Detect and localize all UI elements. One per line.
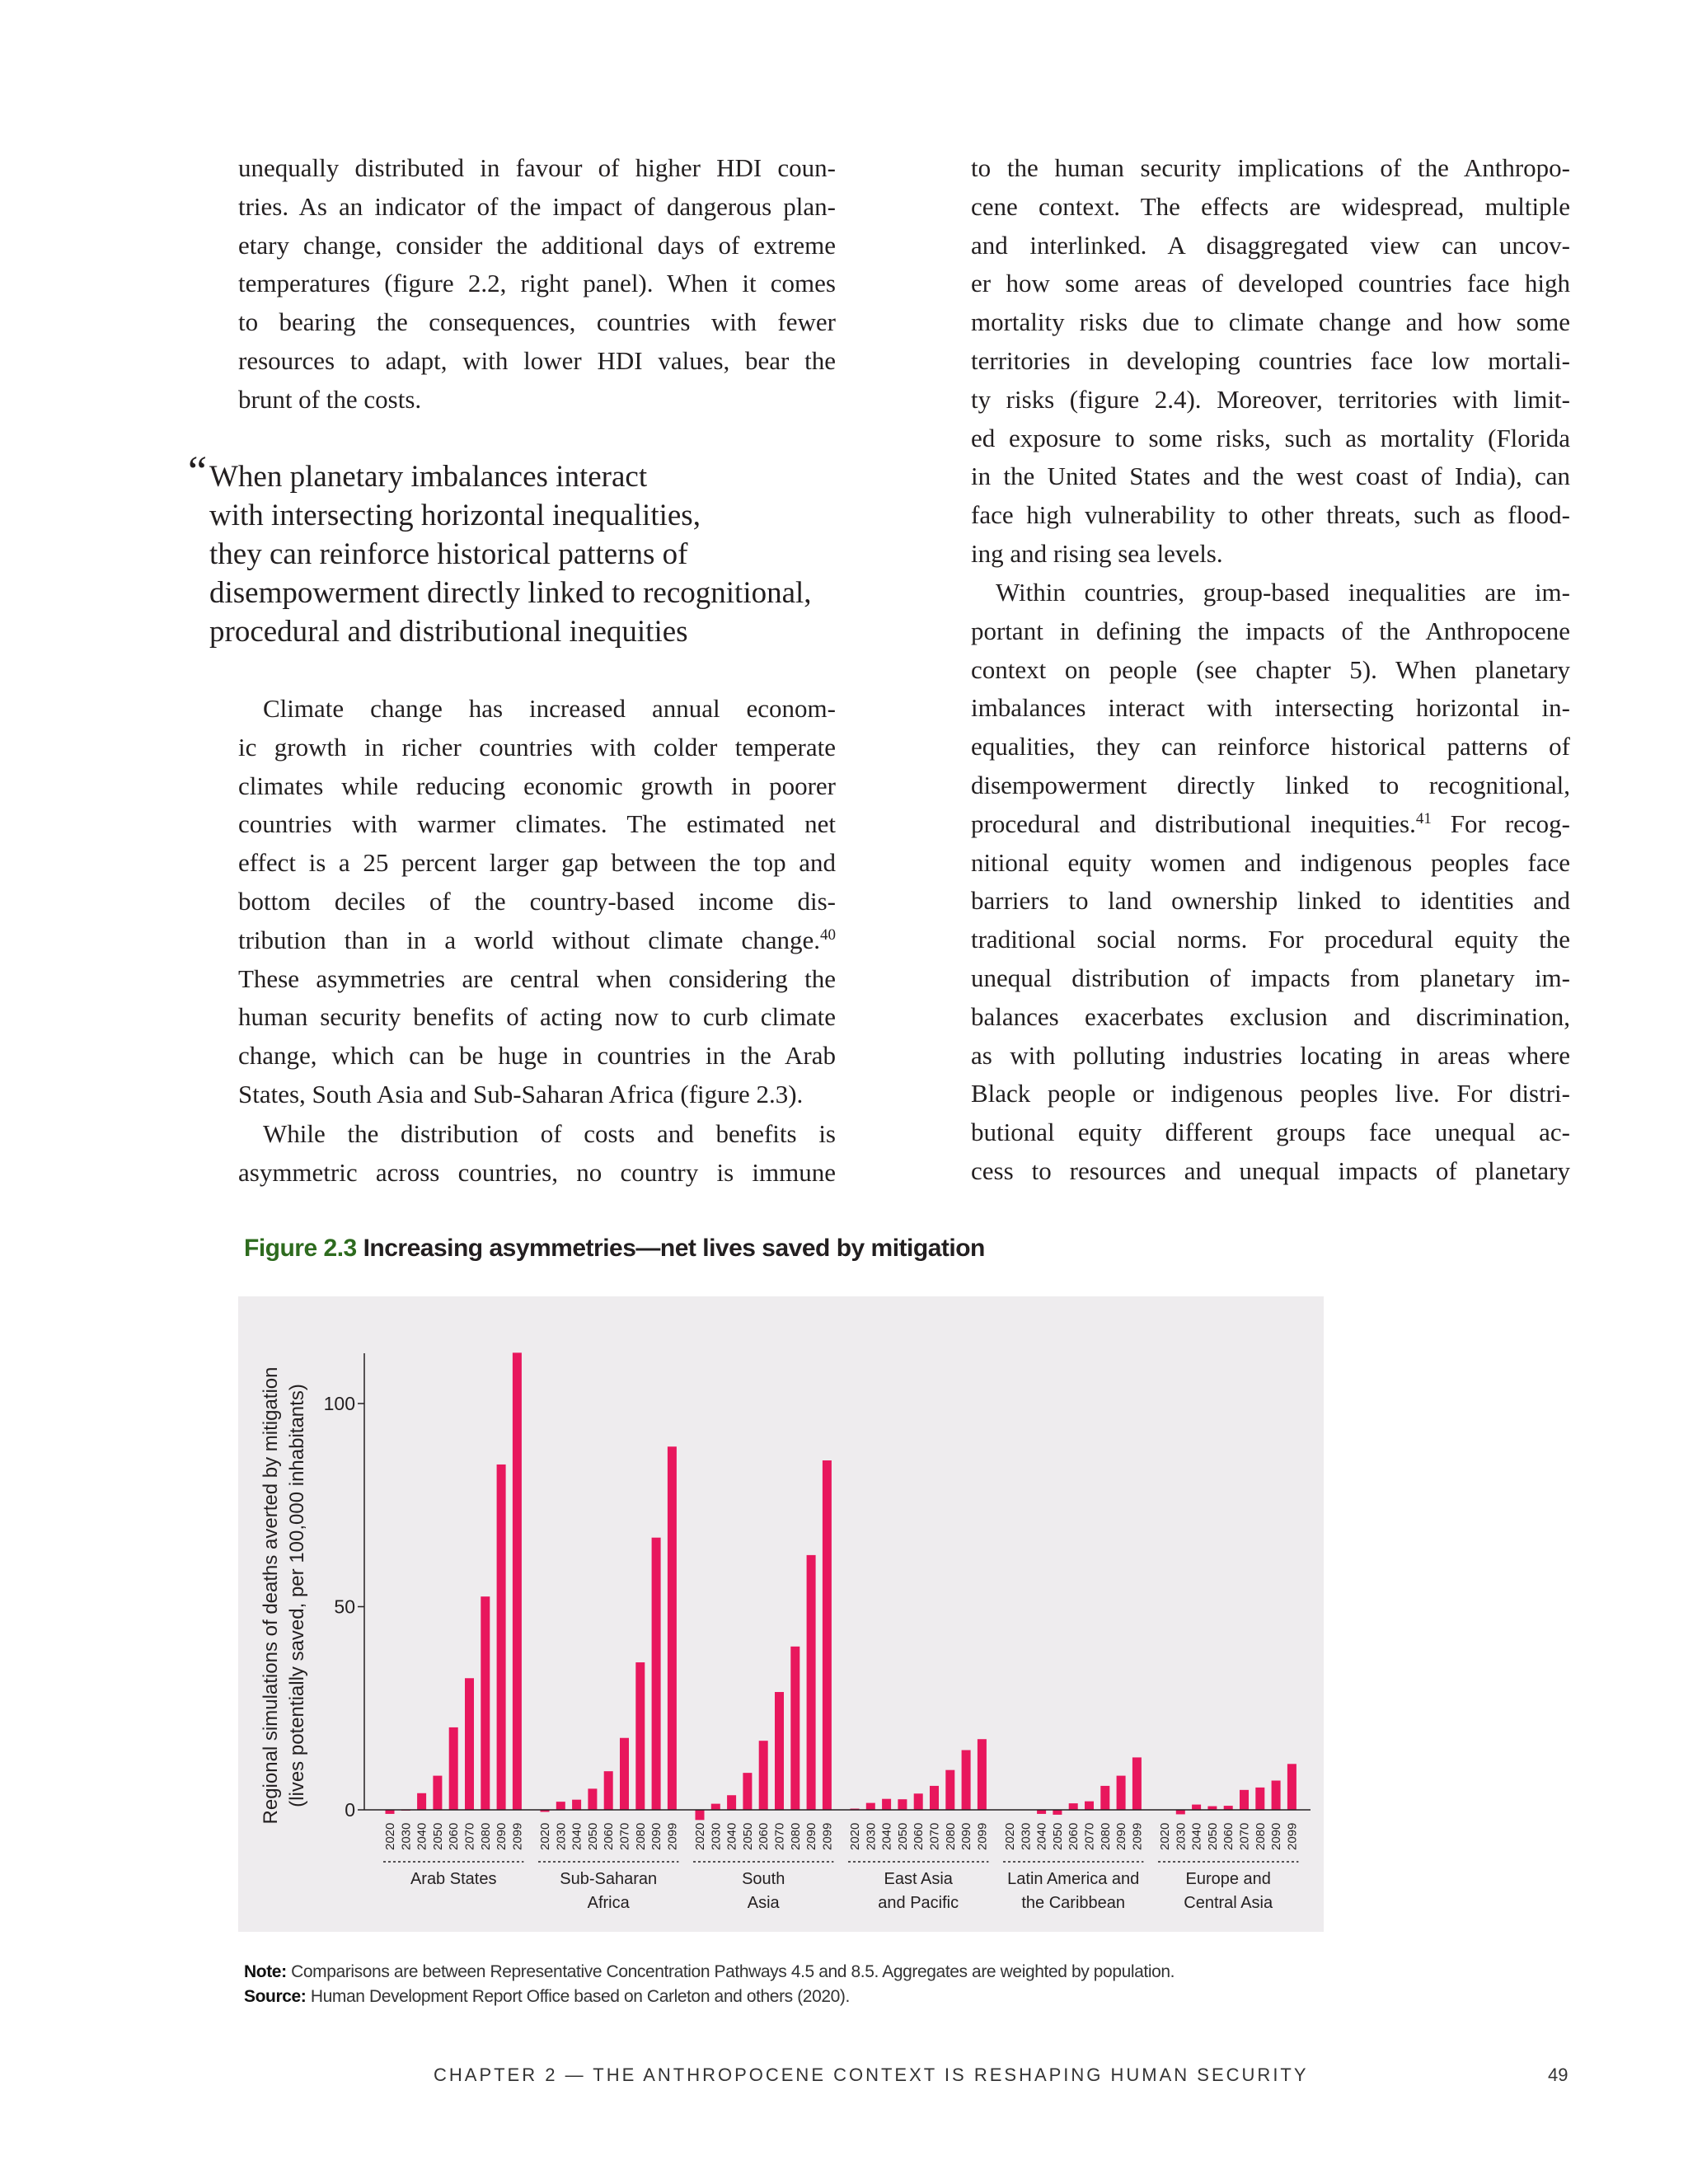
text-line: tries. As an indicator of the impact of dangerous plan-	[238, 191, 836, 221]
text-segment: procedural and distributional inequities.	[971, 808, 1416, 838]
text-line: While the distribution of costs and benefits is	[263, 1119, 836, 1148]
chart-panel	[238, 1296, 1324, 1932]
bar	[1176, 1810, 1185, 1814]
bar	[417, 1793, 426, 1810]
x-tick-label: 2040	[415, 1822, 429, 1850]
x-tick-label: 2060	[1067, 1822, 1081, 1850]
bar	[930, 1786, 939, 1810]
source-text: Human Development Report Office based on Carleton and others (2020).	[306, 1987, 850, 2006]
x-tick-label: 2050	[1050, 1822, 1065, 1850]
bar	[497, 1465, 506, 1810]
group-label: Sub-Saharan	[560, 1870, 658, 1888]
text-line: cess to resources and unequal impacts of planetary	[971, 1155, 1570, 1185]
text-line: balances exacerbates exclusion and discrimination,	[971, 1001, 1570, 1031]
text-line: countries with warmer climates. The estimated net	[238, 809, 836, 839]
bar	[604, 1771, 613, 1810]
bar	[1117, 1776, 1126, 1810]
bar	[1240, 1790, 1249, 1810]
text-line: context on people (see chapter 5). When planetary	[971, 654, 1570, 684]
x-tick-label: 2070	[462, 1822, 477, 1850]
figure-notes	[244, 1960, 1175, 2009]
bar	[914, 1793, 923, 1810]
x-tick-label: 2020	[848, 1822, 862, 1850]
x-tick-label: 2070	[772, 1822, 787, 1850]
bar	[635, 1662, 645, 1810]
right-column-para2	[971, 574, 1570, 1191]
bar	[866, 1803, 875, 1810]
text-line: in the United States and the west coast of India), can	[971, 462, 1570, 491]
running-head: CHAPTER 2 — THE ANTHROPOCENE CONTEXT IS RESHAPING HUMAN SECURITY	[434, 2064, 1309, 2085]
x-tick-label: 2090	[959, 1822, 974, 1850]
text-line: territories in developing countries face low mortali-	[971, 345, 1570, 375]
text-line: brunt of the costs.	[238, 384, 422, 414]
bar	[652, 1538, 661, 1810]
y-axis-title: (lives potentially saved, per 100,000 inhabitants)	[286, 1384, 308, 1807]
x-tick-label: 2030	[399, 1822, 414, 1850]
x-tick-label: 2060	[757, 1822, 771, 1850]
text-line: effect is a 25 percent larger gap between the top and	[238, 848, 836, 878]
left-column-para2	[238, 690, 836, 1114]
bar	[481, 1596, 490, 1810]
bar	[1272, 1781, 1281, 1810]
text-line: asymmetric across countries, no country is immune	[238, 1157, 836, 1187]
text-line: er how some areas of developed countries face high	[971, 269, 1570, 298]
bar	[588, 1788, 597, 1810]
x-tick-label: 2060	[1221, 1822, 1236, 1850]
text-line: traditional social norms. For procedural equity the	[971, 925, 1570, 954]
x-tick-label: 2070	[1237, 1822, 1252, 1850]
text-line: face high vulnerability to other threats, such as flood-	[971, 500, 1570, 530]
text-line	[238, 921, 836, 960]
bar-chart	[238, 1296, 1324, 1932]
text-line: disempowerment directly linked to recognitional,	[209, 576, 812, 610]
bar	[1085, 1802, 1094, 1810]
x-tick-label: 2070	[1082, 1822, 1097, 1850]
text-line: with intersecting horizontal inequalities,	[209, 499, 701, 532]
text-line: human security benefits of acting now to curb climate	[238, 1002, 836, 1032]
text-line: etary change, consider the additional days of extreme	[238, 230, 836, 260]
group-label: Europe and	[1185, 1870, 1271, 1888]
quote-mark: “	[188, 448, 208, 495]
y-axis-title: Regional simulations of deaths averted by mitigation	[260, 1366, 282, 1825]
footnote-ref[interactable]: 41	[1415, 809, 1432, 827]
bar	[572, 1800, 581, 1810]
text-line: to the human security implications of the Anthropo-	[971, 153, 1570, 182]
group-label: and Pacific	[878, 1894, 959, 1912]
bar	[882, 1799, 891, 1810]
x-tick-label: 2040	[570, 1822, 584, 1850]
group-label: Central Asia	[1184, 1894, 1273, 1912]
x-tick-label: 2050	[430, 1822, 445, 1850]
figure-title	[244, 1235, 985, 1263]
bar	[898, 1799, 907, 1810]
text-line: These asymmetries are central when considering the	[238, 963, 836, 993]
bar	[1069, 1803, 1078, 1810]
text-line: mortality risks due to climate change and how some	[971, 307, 1570, 337]
group-label: Africa	[587, 1894, 630, 1912]
bar	[465, 1678, 474, 1810]
text-line: procedural and distributional inequities	[209, 615, 688, 649]
x-tick-label: 2050	[1205, 1822, 1220, 1850]
y-tick-label: 100	[323, 1393, 355, 1414]
x-tick-label: 2099	[1130, 1822, 1145, 1850]
left-column	[238, 149, 836, 419]
group-label: South	[742, 1870, 785, 1888]
text-line: ed exposure to some risks, such as mortality (Florida	[971, 423, 1570, 452]
footnote-ref[interactable]: 40	[820, 926, 836, 944]
bar	[1053, 1810, 1062, 1815]
source-line	[244, 1985, 1175, 2009]
x-tick-label: 2099	[820, 1822, 835, 1850]
text-segment: tribution than in a world without climate change.	[238, 925, 820, 954]
text-line: disempowerment directly linked to recognitional,	[971, 770, 1570, 799]
bar	[978, 1739, 987, 1810]
text-line: as with polluting industries locating in areas where	[971, 1040, 1570, 1070]
bar	[759, 1741, 768, 1810]
bar	[727, 1795, 736, 1810]
text-line: to bearing the consequences, countries with fewer	[238, 307, 836, 337]
x-tick-label: 2050	[585, 1822, 600, 1850]
text-line: imbalances interact with intersecting horizontal in-	[971, 693, 1570, 723]
bar	[620, 1738, 629, 1810]
text-line: unequal distribution of impacts from planetary im-	[971, 963, 1570, 992]
x-tick-label: 2050	[740, 1822, 755, 1850]
text-line: ic growth in richer countries with colder temperate	[238, 732, 836, 762]
bar	[556, 1802, 565, 1810]
bar	[1192, 1805, 1201, 1810]
x-tick-label: 2020	[693, 1822, 707, 1850]
x-tick-label: 2099	[510, 1822, 525, 1850]
x-tick-label: 2080	[1253, 1822, 1268, 1850]
x-tick-label: 2060	[912, 1822, 926, 1850]
x-tick-label: 2040	[1189, 1822, 1204, 1850]
text-line	[971, 805, 1570, 844]
text-line: States, South Asia and Sub-Saharan Africa (figure 2.3).	[238, 1079, 804, 1108]
text-line: equalities, they can reinforce historical patterns of	[971, 732, 1570, 762]
text-line: climates while reducing economic growth in poorer	[238, 771, 836, 800]
note-line	[244, 1960, 1175, 1985]
bar	[696, 1810, 705, 1820]
bar	[449, 1727, 458, 1810]
x-tick-label: 2080	[1098, 1822, 1113, 1850]
text-line: When planetary imbalances interact	[209, 460, 648, 494]
x-tick-label: 2099	[665, 1822, 680, 1850]
x-tick-label: 2099	[1285, 1822, 1300, 1850]
x-tick-label: 2070	[617, 1822, 632, 1850]
bar	[775, 1692, 784, 1810]
group-label: Asia	[747, 1894, 780, 1912]
x-tick-label: 2060	[602, 1822, 617, 1850]
text-line: ing and rising sea levels.	[971, 538, 1223, 568]
x-tick-label: 2060	[447, 1822, 462, 1850]
text-line: butional equity different groups face unequal ac-	[971, 1118, 1570, 1147]
x-tick-label: 2040	[724, 1822, 739, 1850]
bar	[711, 1804, 720, 1810]
text-line: barriers to land ownership linked to identities and	[971, 886, 1570, 916]
x-tick-label: 2020	[538, 1822, 552, 1850]
bar	[1287, 1764, 1296, 1810]
bar	[1255, 1788, 1264, 1810]
x-tick-label: 2030	[709, 1822, 724, 1850]
y-tick-label: 0	[345, 1799, 355, 1821]
left-column-para3	[238, 1115, 836, 1193]
bar	[433, 1776, 442, 1810]
text-line: temperatures (figure 2.2, right panel). When it comes	[238, 269, 836, 298]
text-line: Climate change has increased annual econom-	[263, 694, 836, 723]
x-tick-label: 2040	[1034, 1822, 1049, 1850]
x-tick-label: 2080	[788, 1822, 803, 1850]
x-tick-label: 2090	[1114, 1822, 1129, 1850]
bar	[1100, 1786, 1109, 1810]
bar	[945, 1770, 954, 1810]
note-text: Comparisons are between Representative Concentration Pathways 4.5 and 8.5. Aggregates are weighted by population.	[286, 1962, 1175, 1981]
group-label: East Asia	[884, 1870, 953, 1888]
x-tick-label: 2090	[495, 1822, 509, 1850]
text-line: they can reinforce historical patterns of	[209, 537, 688, 571]
note-label: Note:	[244, 1962, 287, 1981]
bar	[823, 1460, 832, 1810]
source-label: Source:	[244, 1987, 307, 2006]
text-line: ty risks (figure 2.4). Moreover, territories with limit-	[971, 384, 1570, 414]
text-line: cene context. The effects are widespread, multiple	[971, 191, 1570, 221]
text-line: nitional equity women and indigenous peoples face	[971, 847, 1570, 877]
group-label: Arab States	[410, 1870, 497, 1888]
x-tick-label: 2020	[1003, 1822, 1017, 1850]
text-line: portant in defining the impacts of the Anthropocene	[971, 616, 1570, 645]
text-line: unequally distributed in favour of higher HDI coun-	[238, 153, 836, 182]
text-line: Black people or indigenous peoples live. For distri-	[971, 1079, 1570, 1108]
x-tick-label: 2030	[1174, 1822, 1189, 1850]
x-tick-label: 2090	[649, 1822, 664, 1850]
right-column	[971, 149, 1570, 574]
x-tick-label: 2020	[383, 1822, 397, 1850]
text-segment: For recog-	[1431, 808, 1571, 838]
x-tick-label: 2080	[478, 1822, 493, 1850]
x-tick-label: 2020	[1158, 1822, 1172, 1850]
figure-title-text: Increasing asymmetries—net lives saved by mitigation	[363, 1235, 985, 1262]
bar	[790, 1647, 799, 1810]
x-tick-label: 2090	[1269, 1822, 1284, 1850]
x-tick-label: 2040	[879, 1822, 894, 1850]
group-label: the Caribbean	[1021, 1894, 1126, 1912]
figure-number: Figure 2.3	[244, 1235, 357, 1262]
bar	[1132, 1757, 1142, 1810]
bar	[513, 1352, 522, 1810]
x-tick-label: 2080	[633, 1822, 648, 1850]
bar	[807, 1555, 816, 1810]
x-tick-label: 2090	[804, 1822, 819, 1850]
y-tick-label: 50	[334, 1596, 355, 1618]
x-tick-label: 2030	[1019, 1822, 1034, 1850]
bar	[743, 1773, 752, 1810]
bar	[962, 1750, 971, 1810]
text-line: and interlinked. A disaggregated view can uncov-	[971, 230, 1570, 260]
text-line: Within countries, group-based inequalities are im-	[996, 578, 1570, 607]
x-tick-label: 2099	[975, 1822, 990, 1850]
x-tick-label: 2030	[864, 1822, 879, 1850]
x-tick-label: 2080	[943, 1822, 958, 1850]
x-tick-label: 2050	[895, 1822, 910, 1850]
pull-quote	[188, 448, 812, 651]
page-number: 49	[1548, 2064, 1568, 2085]
x-tick-label: 2030	[554, 1822, 569, 1850]
text-line: change, which can be huge in countries in the Arab	[238, 1041, 836, 1071]
group-label: Latin America and	[1007, 1870, 1140, 1888]
text-line: resources to adapt, with lower HDI values, bear the	[238, 345, 836, 375]
x-tick-label: 2070	[927, 1822, 942, 1850]
bar	[668, 1446, 677, 1810]
text-line: bottom deciles of the country-based income dis-	[238, 886, 836, 916]
